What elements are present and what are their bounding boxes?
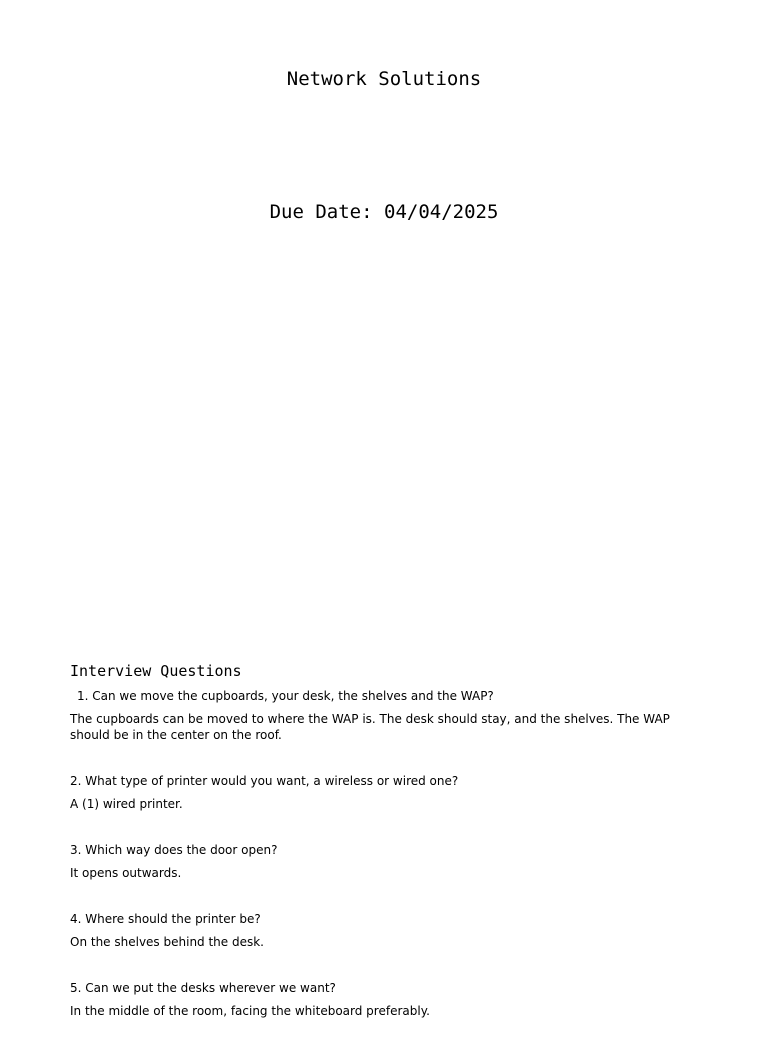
question-2: 2. What type of printer would you want, a wireless or wired one? <box>70 774 459 788</box>
question-4: 4. Where should the printer be? <box>70 912 261 926</box>
answer-1: The cupboards can be moved to where the WAP is. The desk should stay, and the shelves. The WAP should be in the center on the roof. <box>70 712 670 742</box>
document-title: Network Solutions <box>286 68 482 90</box>
question-5: 5. Can we put the desks wherever we want? <box>70 981 336 995</box>
answer-2: A (1) wired printer. <box>70 797 183 811</box>
qa-item-4 <box>70 911 702 950</box>
answer-4: On the shelves behind the desk. <box>70 935 264 949</box>
question-3: 3. Which way does the door open? <box>70 843 278 857</box>
answer-3: It opens outwards. <box>70 866 182 880</box>
due-date: Due Date: 04/04/2025 <box>269 201 499 223</box>
section-heading: Interview Questions <box>70 662 242 680</box>
qa-item-1 <box>70 688 702 743</box>
answer-5: In the middle of the room, facing the whiteboard preferably. <box>70 1004 430 1018</box>
qa-item-3 <box>70 842 702 881</box>
qa-item-2 <box>70 773 702 812</box>
question-1: 1. Can we move the cupboards, your desk, the shelves and the WAP? <box>77 689 494 703</box>
interview-section <box>70 661 702 1049</box>
qa-item-5 <box>70 980 702 1019</box>
